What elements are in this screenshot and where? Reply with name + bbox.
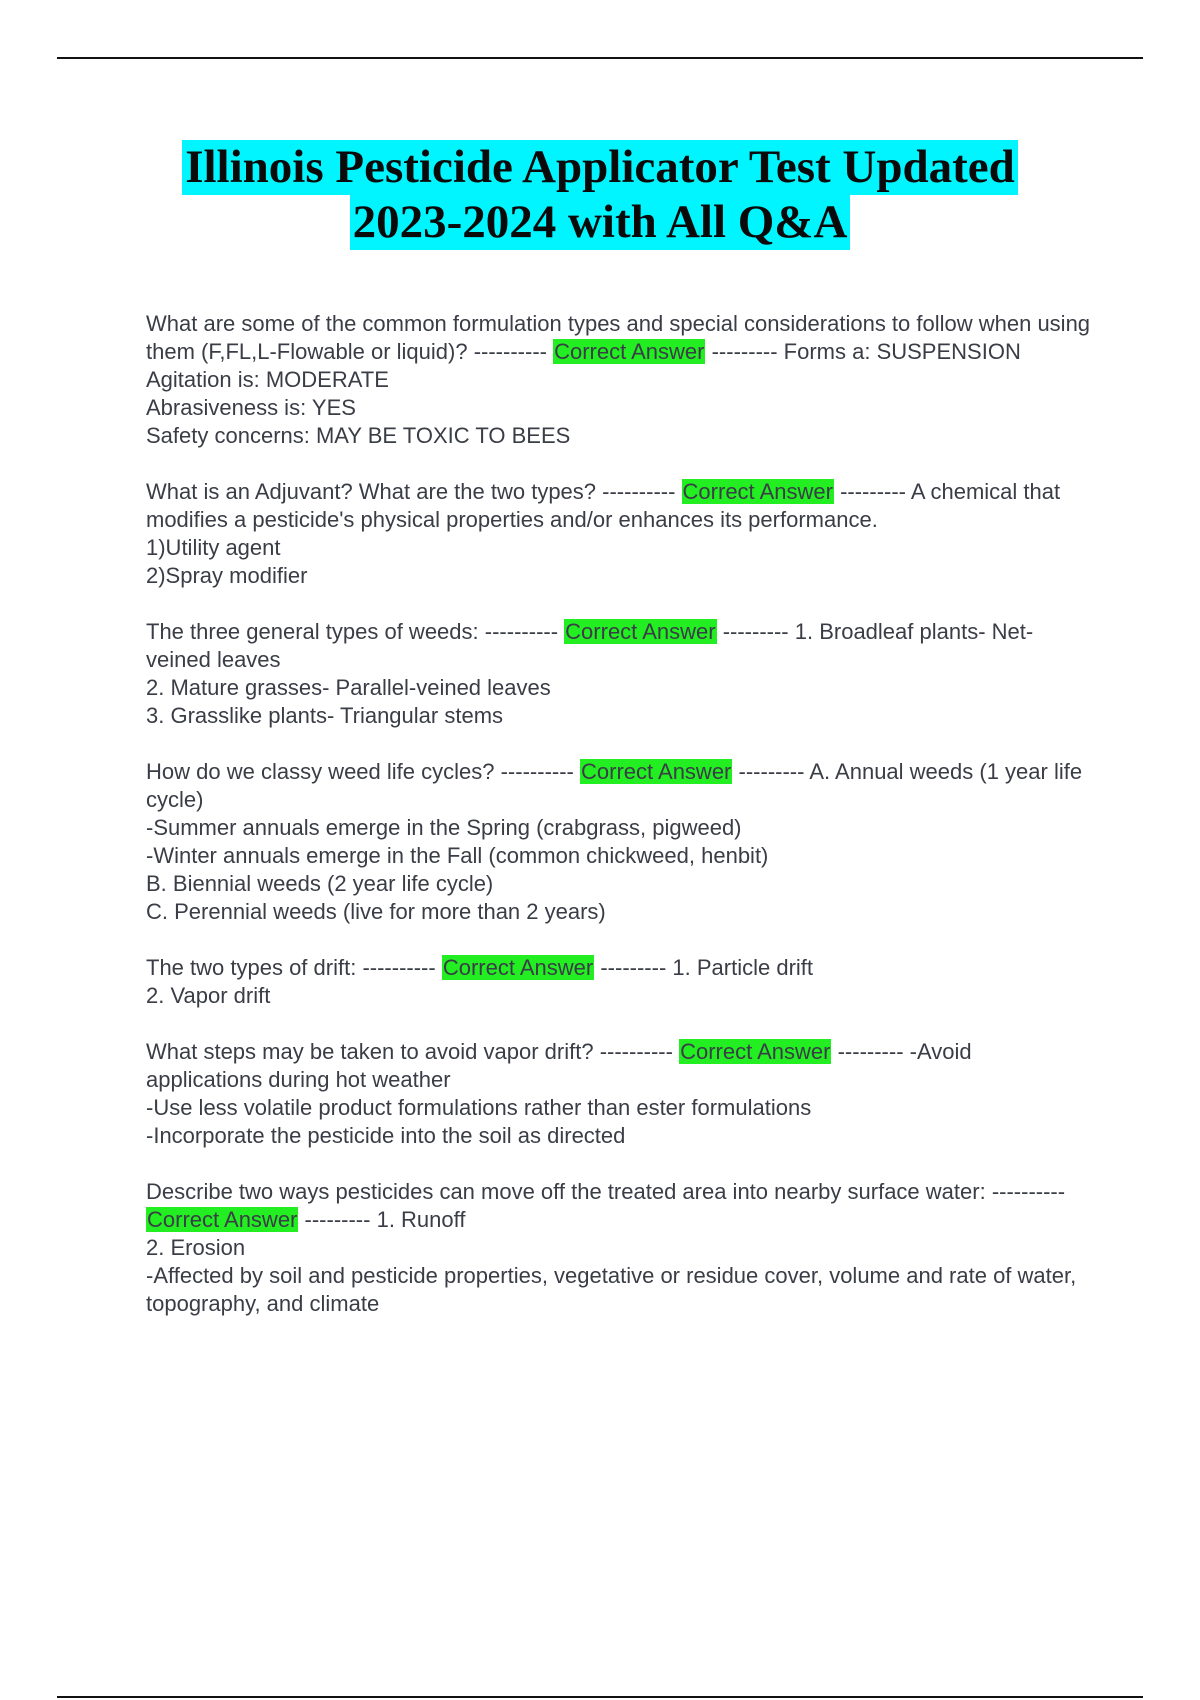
- answer-line: -Affected by soil and pesticide properties, vegetative or residue cover, volume and rate of water, topography, and climate: [146, 1263, 1077, 1316]
- answer-line: B. Biennial weeds (2 year life cycle): [146, 871, 494, 896]
- separator-after: ---------: [840, 479, 906, 504]
- qa-list: [146, 310, 1091, 1346]
- qa-item: [146, 478, 1091, 590]
- correct-answer-marker: Correct Answer: [680, 1039, 831, 1064]
- question-text: The two types of drift:: [146, 955, 357, 980]
- separator-after: ---------: [711, 339, 778, 364]
- answer-line: -Summer annuals emerge in the Spring (crabgrass, pigweed): [146, 815, 742, 840]
- answer-text: A chemical that modifies a pesticide's physical properties and/or enhances its performance.: [146, 479, 1061, 532]
- answer-line: 2. Vapor drift: [146, 983, 271, 1008]
- correct-answer-marker: Correct Answer: [147, 1207, 298, 1232]
- correct-answer-marker: Correct Answer: [581, 759, 732, 784]
- correct-answer-marker: Correct Answer: [442, 955, 594, 980]
- qa-item: [146, 1178, 1091, 1318]
- question-text: The three general types of weeds:: [146, 619, 479, 644]
- question-text: How do we classy weed life cycles?: [146, 759, 495, 784]
- answer-line: 2. Erosion: [146, 1235, 246, 1260]
- bottom-rule: [57, 1696, 1143, 1698]
- answer-text: Forms a: SUSPENSION: [783, 339, 1021, 364]
- answer-text: 1. Broadleaf plants- Net-veined leaves: [146, 619, 1034, 672]
- answer-line: 2. Mature grasses- Parallel-veined leaves: [146, 675, 551, 700]
- qa-item: [146, 618, 1091, 730]
- qa-item: [146, 758, 1091, 926]
- answer-line: -Winter annuals emerge in the Fall (common chickweed, henbit): [146, 843, 769, 868]
- separator-before: ----------: [473, 339, 547, 364]
- title-line-1: Illinois Pesticide Applicator Test Updated: [182, 140, 1018, 195]
- answer-line: Abrasiveness is: YES: [146, 395, 356, 420]
- qa-item: [146, 1038, 1091, 1150]
- separator-after: ---------: [722, 619, 789, 644]
- answer-line: 1)Utility agent: [146, 535, 281, 560]
- answer-text: 1. Particle drift: [672, 955, 814, 980]
- separator-before: ----------: [362, 955, 436, 980]
- separator-after: ---------: [738, 759, 805, 784]
- separator-before: ----------: [602, 479, 676, 504]
- answer-line: 3. Grasslike plants- Triangular stems: [146, 703, 504, 728]
- answer-line: -Incorporate the pesticide into the soil as directed: [146, 1123, 626, 1148]
- correct-answer-marker: Correct Answer: [682, 479, 833, 504]
- separator-before: ----------: [991, 1179, 1066, 1204]
- correct-answer-marker: Correct Answer: [554, 339, 705, 364]
- correct-answer-marker: Correct Answer: [565, 619, 716, 644]
- question-text: What are some of the common formulation types and special considerations to follow when using them (F,FL,L-Flowable or liquid)?: [146, 311, 1091, 364]
- answer-line: 2)Spray modifier: [146, 563, 308, 588]
- question-text: What steps may be taken to avoid vapor drift?: [146, 1039, 594, 1064]
- separator-before: ----------: [599, 1039, 673, 1064]
- question-text: What is an Adjuvant? What are the two types?: [146, 479, 597, 504]
- title-line-2: 2023-2024 with All Q&A: [350, 195, 851, 250]
- qa-item: [146, 310, 1091, 450]
- answer-line: -Use less volatile product formulations rather than ester formulations: [146, 1095, 812, 1120]
- answer-text: 1. Runoff: [376, 1207, 466, 1232]
- separator-after: ---------: [837, 1039, 904, 1064]
- separator-after: ---------: [600, 955, 667, 980]
- answer-line: Safety concerns: MAY BE TOXIC TO BEES: [146, 423, 571, 448]
- answer-text: A. Annual weeds (1 year life cycle): [146, 759, 1083, 812]
- question-text: Describe two ways pesticides can move off the treated area into nearby surface water:: [146, 1179, 986, 1204]
- document-title: [0, 140, 1200, 250]
- qa-item: [146, 954, 1091, 1010]
- separator-before: ----------: [500, 759, 574, 784]
- answer-line: Agitation is: MODERATE: [146, 367, 389, 392]
- answer-text: -Avoid applications during hot weather: [146, 1039, 972, 1092]
- separator-before: ----------: [484, 619, 559, 644]
- top-rule: [57, 57, 1143, 59]
- answer-line: C. Perennial weeds (live for more than 2 years): [146, 899, 606, 924]
- separator-after: ---------: [304, 1207, 371, 1232]
